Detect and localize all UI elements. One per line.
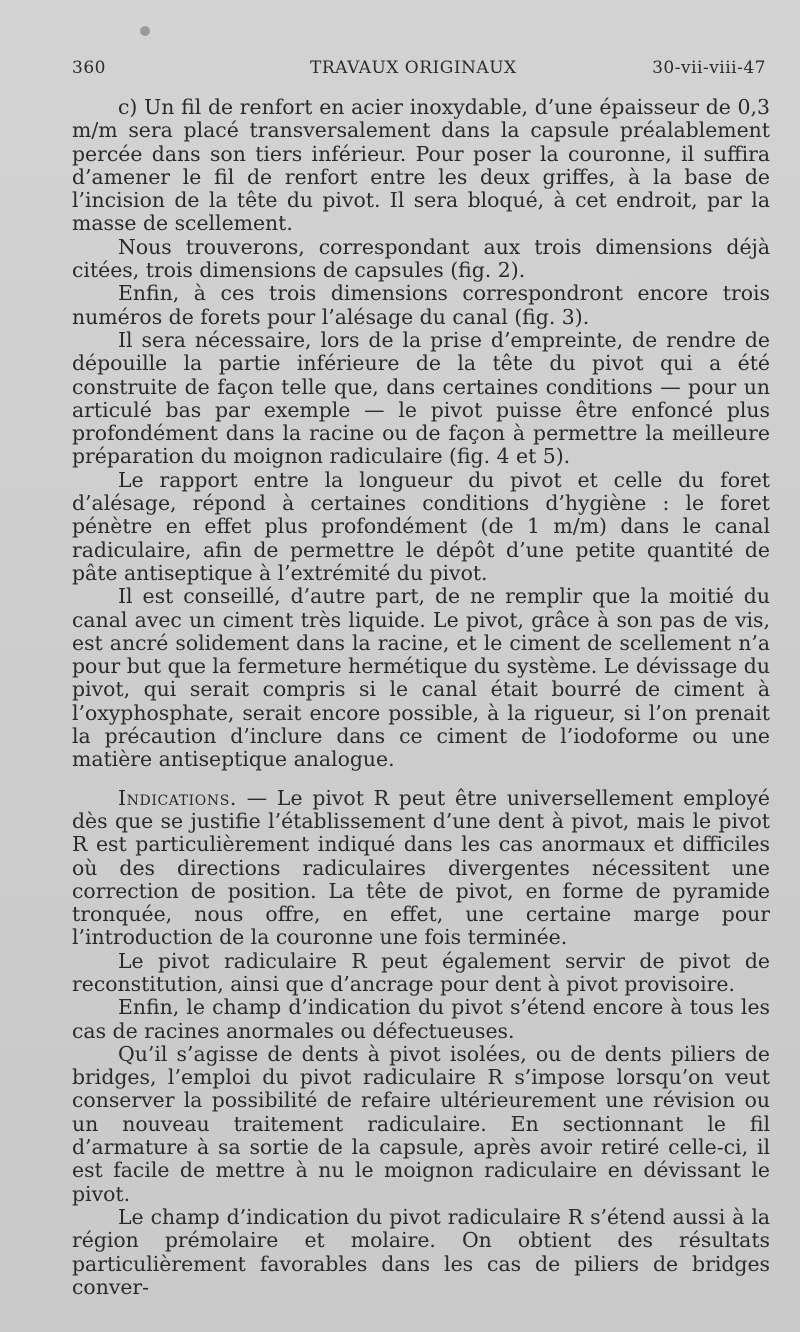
paragraph: Nous trouverons, correspondant aux trois dimensions déjà citées, trois dimensions de capsules (fig. 2). — [72, 234, 770, 283]
issue-date: 30-vii-viii-47 — [652, 58, 766, 78]
running-header — [72, 58, 766, 80]
paragraph-text: — Le pivot R peut être universellement employé dès que se justifie l’établissement d’une dent à pivot, mais le pivot R est particulièrement indiqué dans les cas anormaux et difficiles où des directions radiculaires divergentes nécessitent une correction de position. La tête de pivot, en forme de pyramide tronquée, nous offre, en effet, une certaine marge pour l’introduction de la couronne une fois terminée. — [72, 785, 770, 950]
paragraph: Il est conseillé, d’autre part, de ne remplir que la moitié du canal avec un ciment très liquide. Le pivot, grâce à son pas de vis, est ancré solidement dans la racine, et le ciment de scellement n’a pour but que la fermeture hermétique du système. Le dévissage du pivot, qui serait compris si le canal était bourré de ciment à l’oxyphosphate, serait encore possible, à la rigueur, si l’on prenait la précaution d’inclure dans ce ciment de l’iodoforme ou une matière antiseptique analogue. — [72, 584, 770, 772]
ink-speck — [140, 26, 150, 36]
paragraph: Enfin, le champ d’indication du pivot s’étend encore à tous les cas de racines anormales ou défectueuses. — [72, 995, 770, 1043]
body-text — [72, 96, 770, 1299]
running-title: TRAVAUX ORIGINAUX — [310, 58, 517, 78]
indications-paragraph — [72, 787, 770, 950]
paragraph: c) Un fil de renfort en acier inoxydable, d’une épaisseur de 0,3 m/m sera placé transversalement dans la capsule préalablement percée dans son tiers inférieur. Pour poser la couronne, il suffira d’amener le fil de renfort entre les deux griffes, à la base de l’incision de la tête du pivot. Il sera bloqué, à cet endroit, par la masse de scellement. — [72, 95, 770, 236]
paragraph: Le pivot radiculaire R peut également servir de pivot de reconstitution, ainsi que d’ancrage pour dent à pivot provisoire. — [72, 948, 770, 996]
paragraph: Il sera nécessaire, lors de la prise d’empreinte, de rendre de dépouille la partie inférieure de la tête du pivot qui a été construite de façon telle que, dans certaines conditions — pour un articulé bas par exemple — le pivot puisse être enfoncé plus profondément dans la racine ou de façon à permettre la meilleure préparation du moignon radiculaire (fig. 4 et 5). — [72, 327, 770, 469]
section-lead: Indications. — [118, 785, 237, 810]
paragraph: Le rapport entre la longueur du pivot et celle du foret d’alésage, répond à certaines conditions d’hygiène : le foret pénètre en effet plus profondément (de 1 m/m) dans le canal radiculaire, afin de permettre le dépôt d’une petite quantité de pâte antiseptique à l’extrémité du pivot. — [72, 467, 770, 585]
page-number: 360 — [72, 58, 106, 78]
paragraph: Qu’il s’agisse de dents à pivot isolées, ou de dents piliers de bridges, l’emploi du pivot radiculaire R s’impose lorsqu’on veut conserver la possibilité de refaire ultérieurement une révision ou un nouveau traitement radiculaire. En sectionnant le fil d’armature à sa sortie de la capsule, après avoir retiré celle-ci, il est facile de mettre à nu le moignon radiculaire en dévissant le pivot. — [72, 1041, 770, 1206]
paragraph: Enfin, à ces trois dimensions correspondront encore trois numéros de forets pour l’alésage du canal (fig. 3). — [72, 281, 770, 329]
paragraph: Le champ d’indication du pivot radiculaire R s’étend aussi à la région prémolaire et molaire. On obtient des résultats particulièrement favorables dans les cas de piliers de bridges conver- — [72, 1204, 770, 1299]
